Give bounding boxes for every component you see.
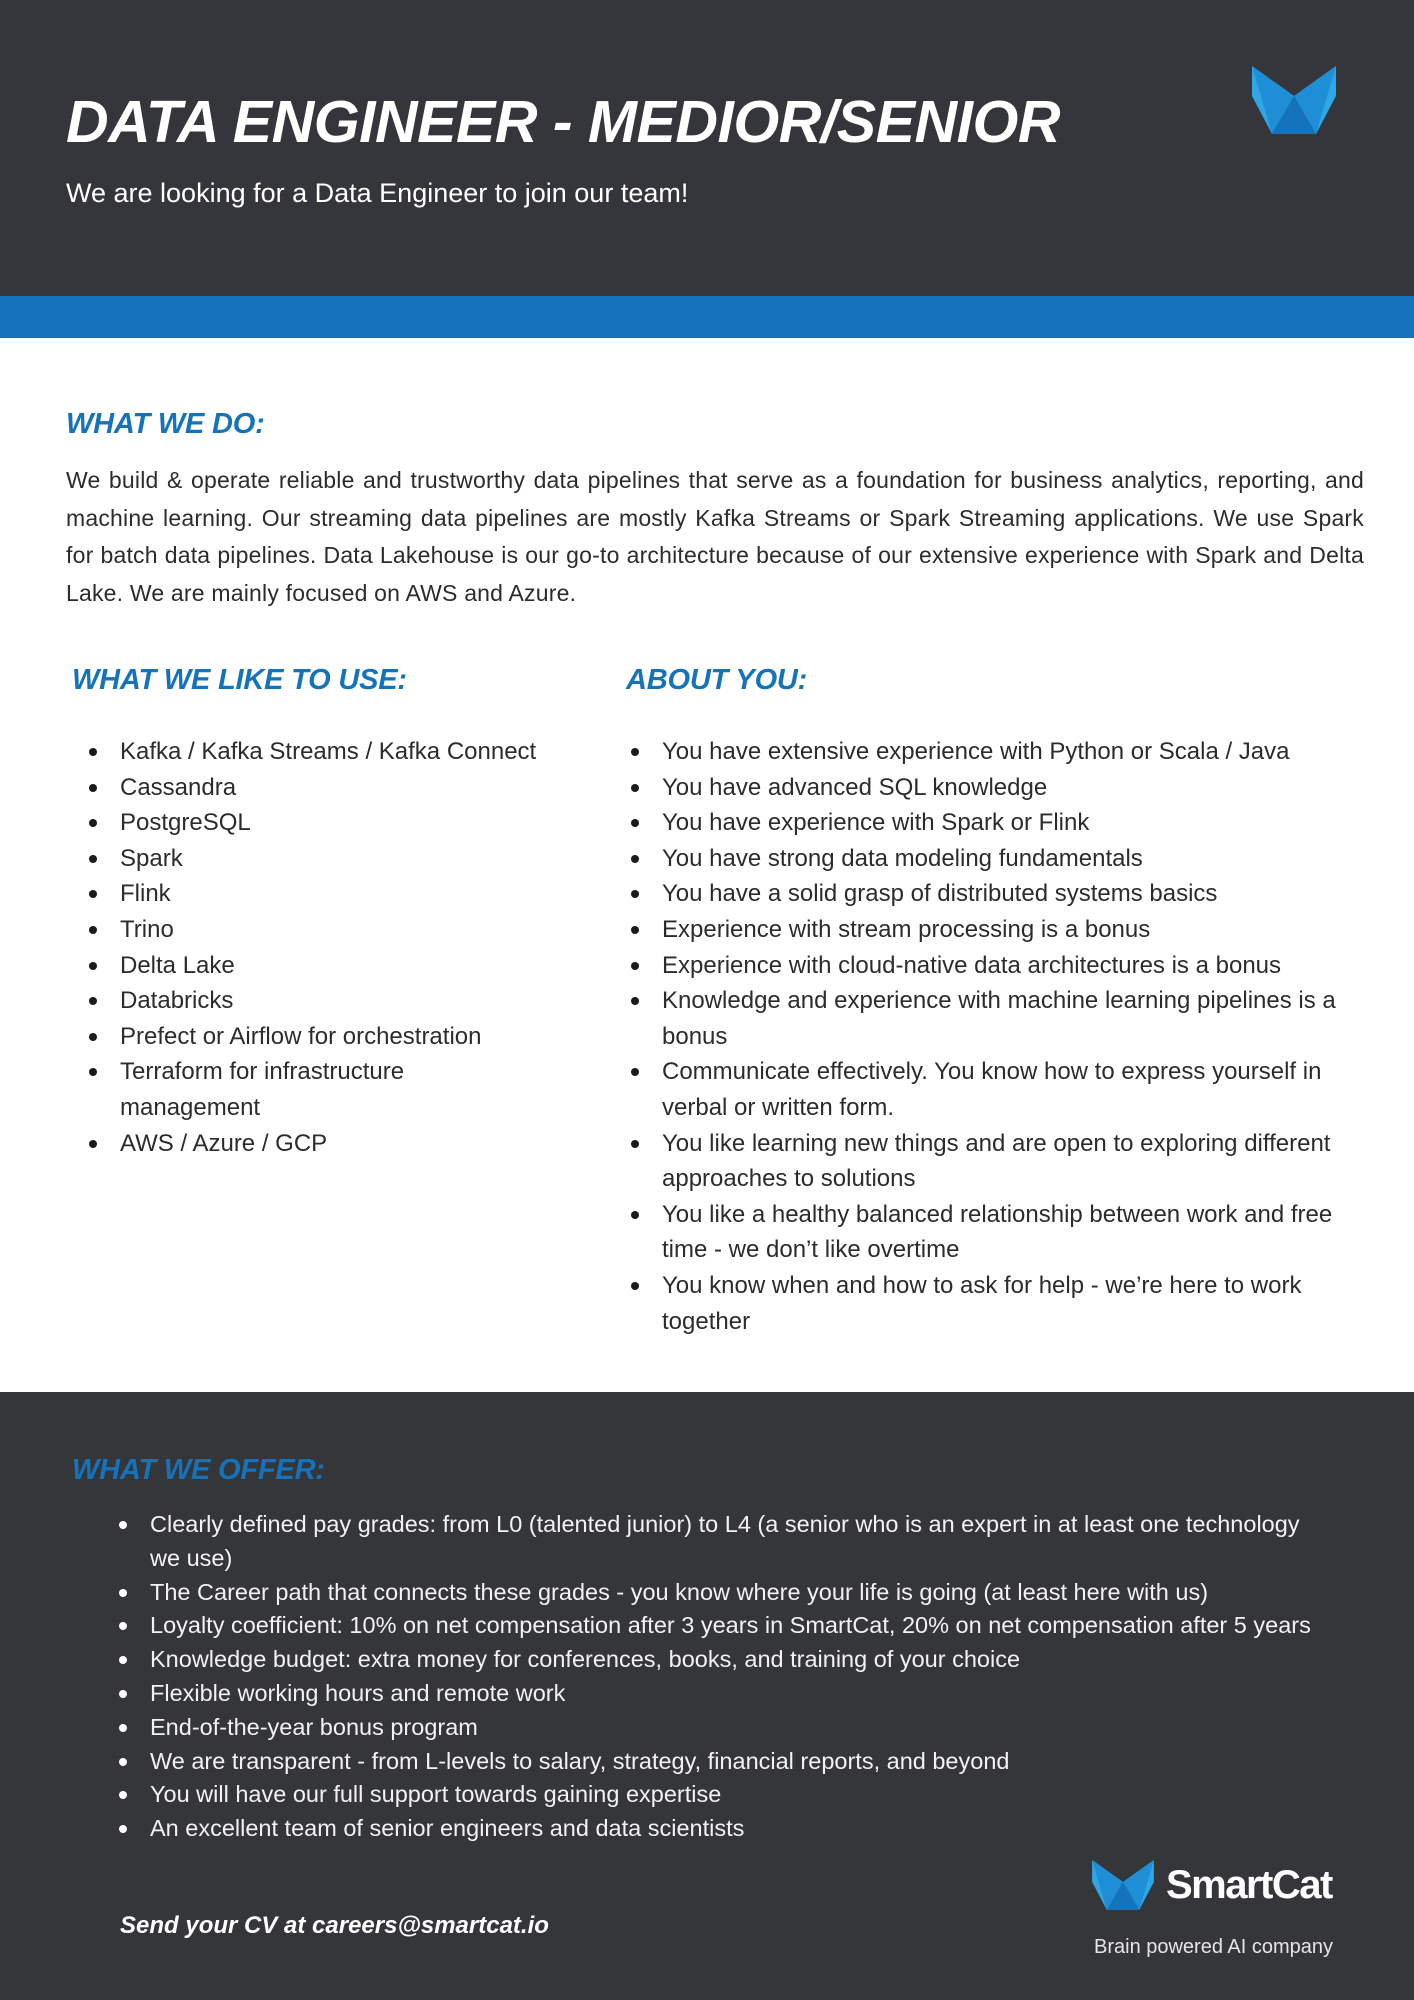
page-subtitle: We are looking for a Data Engineer to join our team! xyxy=(66,178,689,208)
list-item: Experience with stream processing is a bonus xyxy=(614,912,1374,948)
send-cv-line: Send your CV at careers@smartcat.io xyxy=(120,1912,549,1939)
about-you-heading: ABOUT YOU: xyxy=(626,664,808,696)
list-item: We are transparent - from L-levels to salary, strategy, financial reports, and beyond xyxy=(112,1745,1312,1779)
offer-footer xyxy=(0,1392,1414,2000)
list-item: You like a healthy balanced relationship between work and free time - we don’t like overtime xyxy=(614,1197,1374,1268)
list-item: Delta Lake xyxy=(72,948,542,984)
list-item: You will have our full support towards gaining expertise xyxy=(112,1778,1312,1812)
what-we-offer-heading: WHAT WE OFFER: xyxy=(72,1454,325,1486)
tools-list xyxy=(72,734,542,1161)
header-banner xyxy=(0,0,1414,296)
about-you-list xyxy=(614,734,1374,1339)
list-item: You know when and how to ask for help - we’re here to work together xyxy=(614,1268,1374,1339)
list-item: You have strong data modeling fundamentals xyxy=(614,841,1374,877)
list-item: The Career path that connects these grades - you know where your life is going (at least here with us) xyxy=(112,1576,1312,1610)
list-item: You have extensive experience with Python or Scala / Java xyxy=(614,734,1374,770)
list-item: Loyalty coefficient: 10% on net compensation after 3 years in SmartCat, 20% on net compensation after 5 years xyxy=(112,1609,1312,1643)
cat-ears-logo-icon xyxy=(1092,1860,1154,1910)
list-item: Flexible working hours and remote work xyxy=(112,1677,1312,1711)
list-item: Experience with cloud-native data architectures is a bonus xyxy=(614,948,1374,984)
list-item: Databricks xyxy=(72,983,542,1019)
list-item: You have a solid grasp of distributed systems basics xyxy=(614,876,1374,912)
list-item: Terraform for infrastructure management xyxy=(72,1054,542,1125)
smartcat-brand xyxy=(1092,1860,1342,1960)
tools-heading: WHAT WE LIKE TO USE: xyxy=(72,664,407,696)
page-title: DATA ENGINEER - MEDIOR/SENIOR xyxy=(66,89,1061,155)
list-item: Prefect or Airflow for orchestration xyxy=(72,1019,542,1055)
list-item: Clearly defined pay grades: from L0 (talented junior) to L4 (a senior who is an expert in at least one technology we use) xyxy=(112,1508,1312,1576)
offer-list xyxy=(112,1508,1312,1846)
list-item: AWS / Azure / GCP xyxy=(72,1126,542,1162)
list-item: You have advanced SQL knowledge xyxy=(614,770,1374,806)
cat-ears-logo-icon xyxy=(1252,66,1336,134)
list-item: Flink xyxy=(72,876,542,912)
list-item: PostgreSQL xyxy=(72,805,542,841)
header-accent-stripe xyxy=(0,296,1414,338)
what-we-do-body: We build & operate reliable and trustworthy data pipelines that serve as a foundation for business analytics, reporting, and machine learning. Our streaming data pipelines are mostly Kafka Streams or Spark Streaming applications. We use Spark for batch data pipelines. Data Lakehouse is our go-to architecture because of our extensive experience with Spark and Delta Lake. We are mainly focused on AWS and Azure. xyxy=(66,467,1364,606)
brand-name: SmartCat xyxy=(1166,1863,1332,1907)
list-item: You have experience with Spark or Flink xyxy=(614,805,1374,841)
list-item: Knowledge and experience with machine learning pipelines is a bonus xyxy=(614,983,1374,1054)
what-we-do-heading: WHAT WE DO: xyxy=(66,408,265,440)
list-item: Communicate effectively. You know how to express yourself in verbal or written form. xyxy=(614,1054,1374,1125)
list-item: Kafka / Kafka Streams / Kafka Connect xyxy=(72,734,542,770)
list-item: End-of-the-year bonus program xyxy=(112,1711,1312,1745)
list-item: Spark xyxy=(72,841,542,877)
brand-tagline: Brain powered AI company xyxy=(1094,1936,1334,1958)
list-item: An excellent team of senior engineers and data scientists xyxy=(112,1812,1312,1846)
list-item: Cassandra xyxy=(72,770,542,806)
list-item: Knowledge budget: extra money for conferences, books, and training of your choice xyxy=(112,1643,1312,1677)
list-item: Trino xyxy=(72,912,542,948)
list-item: You like learning new things and are open to exploring different approaches to solutions xyxy=(614,1126,1374,1197)
